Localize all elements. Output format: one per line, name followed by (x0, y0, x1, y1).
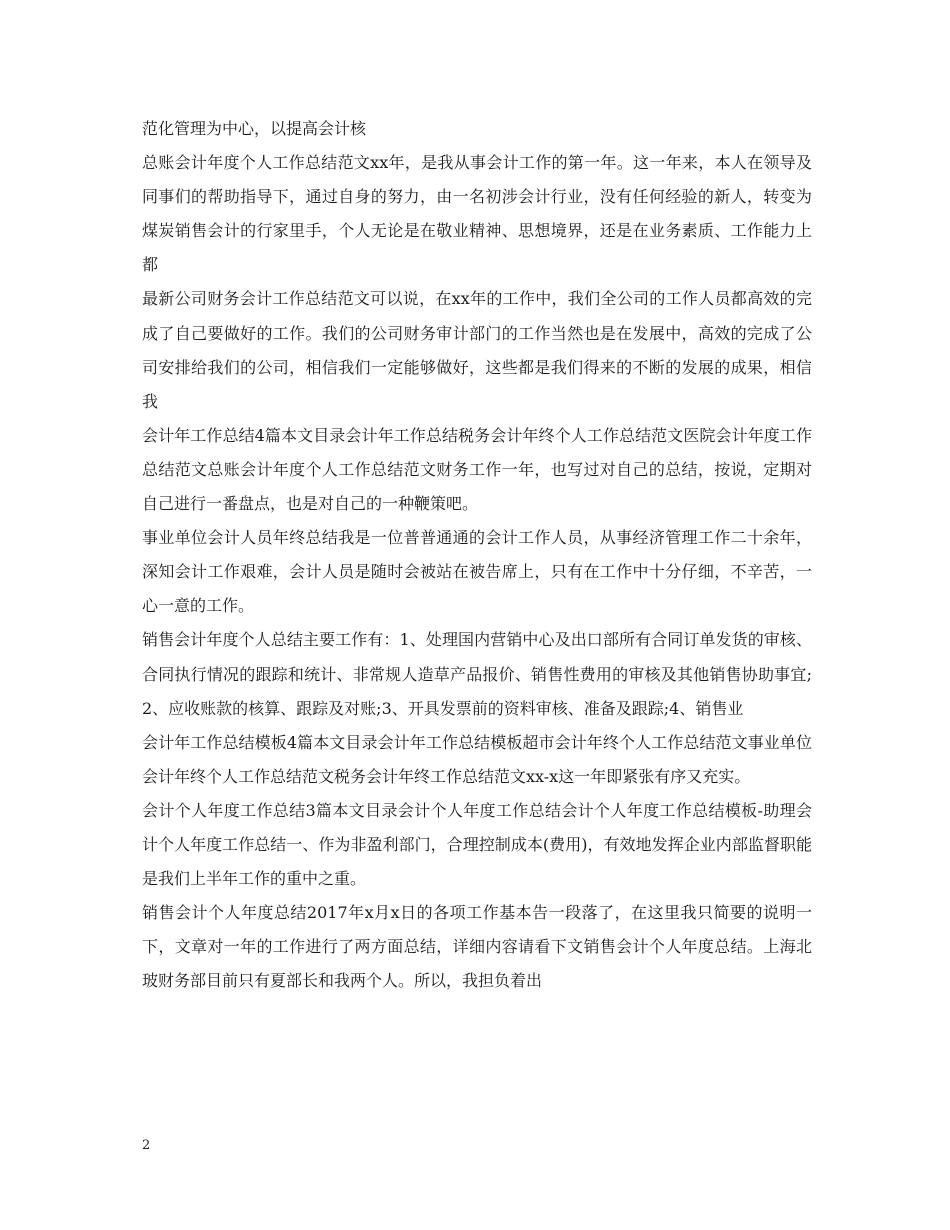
paragraph-8: 会计个人年度工作总结3篇本文目录会计个人年度工作总结会计个人年度工作总结模板-助理会计个人年度工作总结一、作为非盈利部门，合理控制成本(费用)，有效地发挥企业内部监督职能是我们上半年工作的重中之重。 (142, 800, 812, 889)
paragraph-1: 范化管理为中心，以提高会计核 (142, 119, 367, 138)
paragraph-4: 会计年工作总结4篇本文目录会计年工作总结税务会计年终个人工作总结范文医院会计年度工作总结范文总账会计年度个人工作总结范文财务工作一年，也写过对自己的总结，按说，定期对自己进行一番盘点，也是对自己的一种鞭策吧。 (142, 425, 812, 514)
paragraph-9: 销售会计个人年度总结2017年x月x日的各项工作基本告一段落了，在这里我只简要的说明一下，文章对一年的工作进行了两方面总结，详细内容请看下文销售会计个人年度总结。上海北玻财务部目前只有夏部长和我两个人。所以，我担负着出 (142, 903, 812, 991)
paragraph-5: 事业单位会计人员年终总结我是一位普普通通的会计工作人员，从事经济管理工作二十余年，深知会计工作艰难，会计人员是随时会被站在被告席上，只有在工作中十分仔细，不辛苦，一心一意的工作。 (142, 528, 812, 616)
paragraph-6: 销售会计年度个人总结主要工作有：1、处理国内营销中心及出口部所有合同订单发货的审核、合同执行情况的跟踪和统计、非常规人造草产品报价、销售性费用的审核及其他销售协助事宜;2、应收账款的核算、跟踪及对账;3、开具发票前的资料审核、准备及跟踪;4、销售业 (142, 630, 812, 718)
document-body (142, 112, 812, 998)
paragraph-2: 总账会计年度个人工作总结范文xx年，是我从事会计工作的第一年。这一年来，本人在领导及同事们的帮助指导下，通过自身的努力，由一名初涉会计行业，没有任何经验的新人，转变为煤炭销售会计的行家里手，个人无论是在敬业精神、思想境界，还是在业务素质、工作能力上都 (142, 153, 812, 275)
paragraph-3: 最新公司财务会计工作总结范文可以说，在xx年的工作中，我们全公司的工作人员都高效的完成了自己要做好的工作。我们的公司财务审计部门的工作当然也是在发展中，高效的完成了公司安排给我们的公司，相信我们一定能够做好，这些都是我们得来的不断的发展的成果，相信我 (142, 289, 812, 411)
paragraph-7: 会计年工作总结模板4篇本文目录会计年工作总结模板超市会计年终个人工作总结范文事业单位会计年终个人工作总结范文税务会计年终工作总结范文xx-x这一年即紧张有序又充实。 (142, 732, 812, 786)
page-number: 2 (142, 1138, 151, 1153)
